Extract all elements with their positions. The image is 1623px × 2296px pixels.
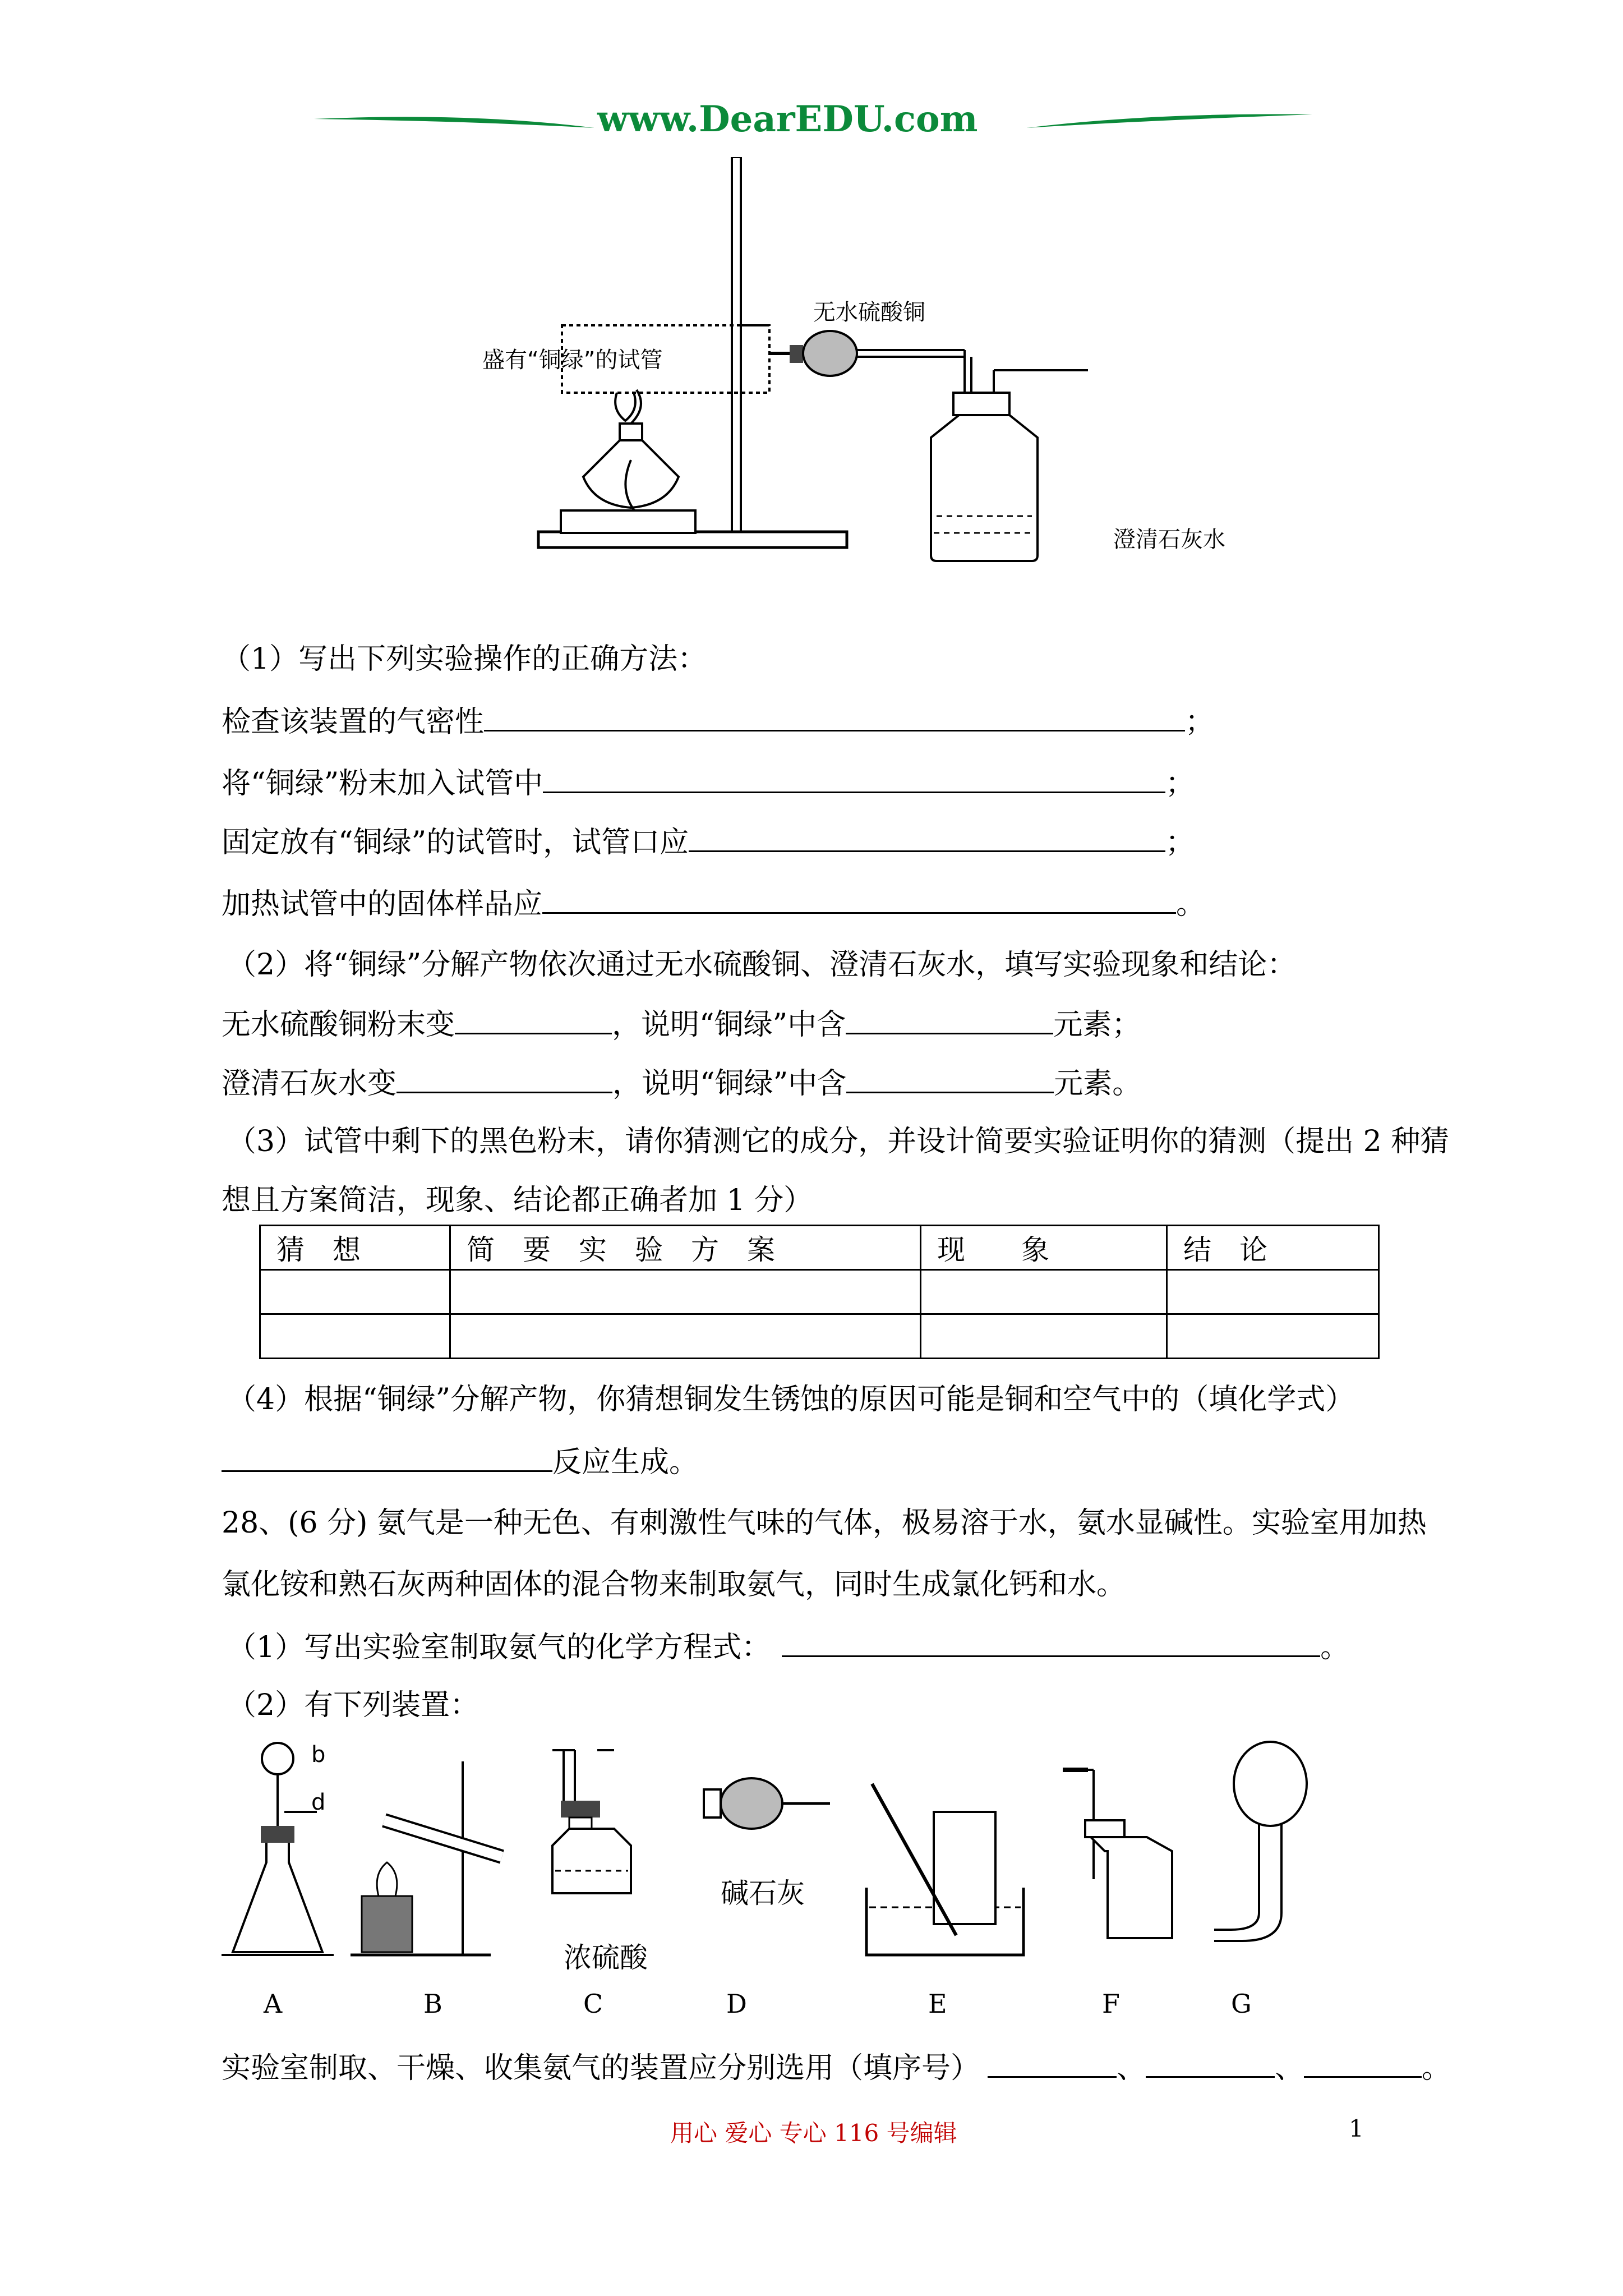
table-cell[interactable]	[260, 1314, 450, 1359]
table-row	[260, 1314, 1379, 1359]
device-c-label: 浓硫酸	[564, 1941, 648, 1974]
header-site[interactable]: www.DearEDU.com	[597, 98, 978, 140]
q1-intro: （1）写出下列实验操作的正确方法：	[222, 642, 707, 676]
table-cell[interactable]	[450, 1314, 921, 1359]
label-limewater: 澄清石灰水	[1113, 527, 1225, 553]
answer-blank[interactable]	[222, 1444, 552, 1472]
th-phenomenon: 现 象	[921, 1226, 1167, 1270]
table-cell[interactable]	[1167, 1314, 1379, 1359]
q4-line-2: 反应生成。	[222, 1444, 698, 1479]
table-cell[interactable]	[921, 1270, 1167, 1314]
answer-blank[interactable]	[484, 704, 1185, 731]
device-d-label: 碱石灰	[721, 1877, 805, 1910]
q4-line-1: （4）根据“铜绿”分解产物，你猜想铜发生锈蚀的原因可能是铜和空气中的（填化学式）	[227, 1383, 1355, 1416]
answer-blank[interactable]	[689, 825, 1165, 852]
guess-table	[259, 1225, 1380, 1359]
q28-line-1: 28、(6 分) 氨气是一种无色、有刺激性气味的气体，极易溶于水，氨水显碱性。实验室用加热	[222, 1506, 1427, 1540]
device-d-drying-tube-icon	[704, 1778, 830, 1829]
device-g-round-flask-icon	[1214, 1742, 1307, 1941]
device-a-flask-icon	[222, 1743, 334, 1955]
answer-blank[interactable]	[782, 1630, 1320, 1657]
device-f-collecting-bottle-icon	[1063, 1770, 1172, 1938]
q3-line-1: （3）试管中剩下的黑色粉末，请你猜测它的成分，并设计简要实验证明你的猜测（提出 2 种猜	[227, 1125, 1450, 1158]
q1-item-3: 固定放有“铜绿”的试管时，试管口应 ；	[222, 826, 1195, 859]
answer-blank[interactable]	[846, 1007, 1053, 1034]
footer-text: 用心 爱心 专心 116 号编辑	[670, 2119, 957, 2147]
page-number: 1	[1349, 2115, 1364, 2142]
th-guess: 猜 想	[260, 1226, 450, 1270]
device-label-a: A	[264, 1989, 283, 2019]
table-row	[260, 1270, 1379, 1314]
answer-blank[interactable]	[988, 2050, 1117, 2078]
answer-blank[interactable]	[396, 1066, 612, 1093]
q2-line-1: 无水硫酸铜粉末变 ，说明“铜绿”中含 元素；	[222, 1008, 1141, 1042]
devices-figure	[222, 1728, 1455, 1975]
answer-blank[interactable]	[1146, 2050, 1275, 2078]
q28-line-2: 氯化铵和熟石灰两种固体的混合物来制取氨气，同时生成氯化钙和水。	[222, 1568, 1126, 1602]
table-cell[interactable]	[1167, 1270, 1379, 1314]
answer-blank[interactable]	[542, 886, 1176, 914]
device-label-c: C	[583, 1989, 603, 2019]
device-e-water-trough-icon	[866, 1784, 1023, 1955]
q1-item-4: 加热试管中的固体样品应 。	[222, 887, 1206, 921]
answer-blank[interactable]	[543, 766, 1165, 793]
q28-final: 实验室制取、干燥、收集氨气的装置应分别选用（填序号） 、 、 。	[222, 2051, 1451, 2085]
answer-blank[interactable]	[846, 1066, 1054, 1093]
table-header-row	[260, 1226, 1379, 1270]
q2-line-2: 澄清石灰水变 ，说明“铜绿”中含 元素。	[222, 1067, 1142, 1101]
q3-line-2: 想且方案简洁，现象、结论都正确者加 1 分）	[222, 1184, 813, 1217]
th-plan: 简 要 实 验 方 案	[450, 1226, 921, 1270]
device-a-label-d: d	[311, 1789, 326, 1815]
answer-blank[interactable]	[455, 1007, 612, 1034]
table-cell[interactable]	[921, 1314, 1167, 1359]
q2-intro: （2）将“铜绿”分解产物依次通过无水硫酸铜、澄清石灰水，填写实验现象和结论：	[227, 948, 1297, 982]
device-label-g: G	[1231, 1989, 1252, 2019]
table-cell[interactable]	[450, 1270, 921, 1314]
device-a-label-b: b	[311, 1742, 326, 1768]
device-b-heating-icon	[351, 1761, 502, 1955]
device-label-f: F	[1102, 1989, 1120, 2019]
th-conclusion: 结 论	[1167, 1226, 1379, 1270]
device-c-wash-bottle-icon	[552, 1750, 631, 1893]
q28-sub-2: （2）有下列装置：	[227, 1688, 479, 1722]
device-label-b: B	[423, 1989, 442, 2019]
q1-item-1: 检查该装置的气密性 ；	[222, 705, 1215, 739]
device-label-d: D	[726, 1989, 747, 2019]
answer-blank[interactable]	[1304, 2050, 1422, 2078]
q1-item-2: 将“铜绿”粉末加入试管中 ；	[222, 767, 1195, 800]
label-anhydrous-cuso4: 无水硫酸铜	[813, 300, 925, 325]
device-label-e: E	[928, 1989, 947, 2019]
table-cell[interactable]	[260, 1270, 450, 1314]
label-tube-box: 盛有“铜绿”的试管	[482, 347, 663, 373]
q28-sub-1: （1）写出实验室制取氨气的化学方程式： 。	[227, 1631, 1350, 1664]
